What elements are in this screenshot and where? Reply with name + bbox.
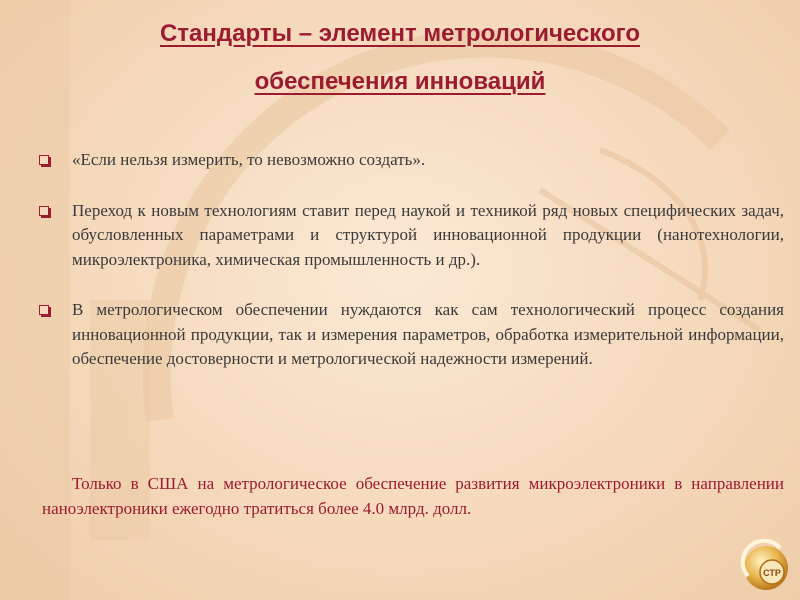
bullet-text: «Если нельзя измерить, то невозможно создать». [72, 150, 426, 169]
closing-paragraph: Только в США на метрологическое обеспечение развития микроэлектроники в направлении наноэлектроники ежегодно тратиться более 4.0 млрд. долл. [42, 474, 784, 518]
slide-title [0, 10, 800, 106]
logo-letters: СТР [763, 568, 781, 578]
title-line-1: Стандарты – элемент метрологического [159, 20, 641, 47]
square-bullet-icon [39, 155, 49, 165]
company-logo-icon [738, 538, 794, 594]
bullet-list [38, 148, 784, 398]
bullet-item [38, 148, 784, 173]
bullet-item [38, 199, 784, 273]
square-bullet-icon [39, 305, 49, 315]
square-bullet-icon [39, 206, 49, 216]
bullet-text: В метрологическом обеспечении нуждаются как сам технологический процесс создания инновационной продукции, так и измерения параметров, обработка измерительной информации, обеспечение достоверности и метрологической надежности измерений. [72, 300, 784, 368]
title-line-2: обеспечения инноваций [254, 68, 546, 95]
bullet-text: Переход к новым технологиям ставит перед наукой и техникой ряд новых специфических задач, обусловленных параметрами и структурой инновационной продукции (нанотехнологии, микроэлектроника, химическая промышленность и др.). [72, 200, 784, 269]
bullet-item [38, 298, 784, 372]
